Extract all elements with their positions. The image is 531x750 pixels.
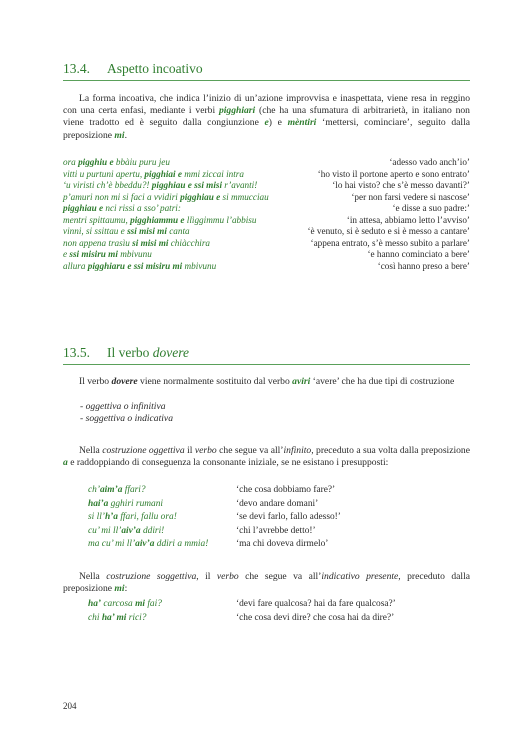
text-run: il <box>184 445 195 456</box>
text-run: . <box>124 129 127 141</box>
example-text: ‘u viristi ch’è bbeddu?! <box>63 180 152 190</box>
example-text: allura <box>63 260 88 271</box>
example-dialect <box>63 238 210 250</box>
page-number: 204 <box>63 701 77 711</box>
example-text: chi <box>88 612 102 623</box>
example-dialect <box>63 180 257 192</box>
example-row <box>63 169 470 181</box>
term-indicativo-presente: indicativo presente <box>321 571 399 582</box>
example-dialect <box>88 498 163 512</box>
keyword-pigghiari: pigghiari <box>218 105 256 117</box>
example-text: mentri spittaumu, <box>63 214 131 225</box>
text-run: , preceduto a sua volta dalla preposizione <box>311 445 470 456</box>
example-text: ffari? <box>122 485 146 495</box>
example-keyword: pigghiu e <box>78 157 114 167</box>
example-text: rici? <box>126 612 147 623</box>
text-run: che segue va all’ <box>216 445 284 456</box>
example-translation: ‘se devi farlo, fallo adesso!’ <box>236 512 341 523</box>
example-dialect <box>63 215 256 227</box>
example-dialect <box>88 484 146 498</box>
list-item: - soggettiva o indicativa <box>80 413 173 425</box>
example-keyword: ha’ mi <box>101 612 127 623</box>
example-keyword: pigghiammu e <box>130 214 185 225</box>
example-keyword: hai’a <box>88 498 109 509</box>
term-verbo: verbo <box>216 571 239 582</box>
example-text: r’avanti! <box>222 180 258 190</box>
section-heading-il-verbo-dovere <box>63 345 470 365</box>
example-keyword: ssi misi mi <box>127 226 167 236</box>
example-translation: ‘chi l’avrebbe detto!’ <box>236 525 316 536</box>
example-row <box>63 180 470 192</box>
example-row <box>63 249 470 261</box>
example-keyword: pigghiai e <box>144 168 182 179</box>
list-item-text: soggettiva o indicativa <box>85 413 173 425</box>
example-keyword: mi <box>135 599 145 609</box>
text-run: ‘avere’ che ha due tipi di costruzione <box>310 376 455 387</box>
example-text: e <box>63 249 70 259</box>
example-text: p’amuri non mi si faci a vvidiri <box>63 191 181 202</box>
keyword-aviri: aviri <box>292 376 311 387</box>
example-keyword: pigghiau e ssi misi <box>151 180 222 190</box>
example-text: cu’ mi ll’ <box>88 525 122 536</box>
section-title-emphasis: dovere <box>152 345 189 360</box>
text-run: ‘mettersi, cominciare’, seguito dalla preposizione <box>63 117 471 141</box>
keyword-dovere: dovere <box>111 376 138 387</box>
text-run: ) e <box>268 117 288 129</box>
example-keyword: pigghiau e <box>63 203 104 213</box>
example-translation: ‘così hanno preso a bere’ <box>377 260 470 271</box>
example-dialect <box>63 261 216 273</box>
example-dialect <box>63 226 190 238</box>
example-keyword: si misi mi <box>132 237 169 248</box>
example-row <box>88 511 478 525</box>
examples-incoativo <box>63 157 470 272</box>
term-costruzione-soggettiva: costruzione soggettiva <box>106 571 197 582</box>
examples-costruzione-soggettiva <box>88 598 478 625</box>
example-dialect <box>63 157 170 169</box>
example-keyword: pigghiaru e ssi misiru mi <box>87 260 183 271</box>
keyword-mi: mi <box>114 583 125 595</box>
example-translation: ‘ho visto il portone aperto e sono entrato’ <box>317 168 470 179</box>
example-text: gghiri rumani <box>108 498 164 509</box>
example-keyword: h’a <box>104 512 118 523</box>
paragraph-costruzione-oggettiva <box>63 445 470 469</box>
example-text: nci rissi a sso’ patri: <box>103 203 181 213</box>
example-text: canta <box>166 226 190 236</box>
text-run: , preceduto dalla preposizione <box>63 571 470 595</box>
example-translation: ‘in attesa, abbiamo letto l’avviso’ <box>346 214 470 225</box>
example-row <box>63 261 470 273</box>
example-text: ddiri a mmia! <box>154 539 209 550</box>
example-text: chiàcchira <box>168 237 211 248</box>
example-text: mmi ziccai intra <box>181 168 244 179</box>
example-text: ffari, fallu ora! <box>117 512 177 523</box>
example-translation: ‘adesso vado anch’io’ <box>389 157 470 167</box>
example-translation: ‘devo andare domani’ <box>236 498 319 509</box>
example-text: vitti u purtuni apertu, <box>63 168 145 179</box>
example-dialect <box>88 612 146 626</box>
example-text: carcosa <box>101 599 136 609</box>
example-dialect <box>88 525 164 539</box>
example-translation: ‘per non farsi vedere si nascose’ <box>351 191 470 202</box>
example-translation: ‘ma chi doveva dirmelo’ <box>236 539 329 550</box>
example-keyword: aiv’a <box>121 525 141 536</box>
examples-costruzione-oggettiva <box>88 484 478 552</box>
example-dialect <box>88 511 177 525</box>
example-text: vinni, si ssittau e <box>63 226 128 236</box>
example-dialect <box>88 538 208 552</box>
example-row <box>88 498 478 512</box>
text-run: (che ha una sfumatura di arbitrarietà, in italiano non viene tradotto ed è seguito dalla congiunzione <box>63 105 470 129</box>
text-run: Nella <box>79 571 107 582</box>
example-dialect <box>63 169 244 181</box>
keyword-e: e <box>264 117 269 129</box>
example-row <box>63 226 470 238</box>
example-keyword: pigghiau e <box>180 191 221 202</box>
section-number: 13.5. <box>63 345 90 360</box>
section-title: Il verbo <box>107 345 153 360</box>
example-text: mbivunu <box>182 260 217 271</box>
text-run: Nella <box>79 445 103 456</box>
section-heading-aspetto-incoativo <box>63 61 470 81</box>
example-translation: ‘lo hai visto? che s’è messo davanti?’ <box>332 180 470 190</box>
example-text: llìggimmu l’abbisu <box>184 214 257 225</box>
example-row <box>88 538 478 552</box>
example-row <box>88 484 478 498</box>
example-text: fai? <box>144 599 162 609</box>
term-verbo: verbo <box>194 445 217 456</box>
paragraph-dovere <box>63 376 470 388</box>
example-text: si mmucciau <box>220 191 269 202</box>
example-keyword: aiv’a <box>135 539 155 550</box>
example-row <box>88 525 478 539</box>
list-item: - oggettiva o infinitiva <box>80 401 166 412</box>
example-translation: ‘è venuto, si è seduto e si è messo a cantare’ <box>307 226 470 236</box>
text-run: viene normalmente sostituito dal verbo <box>137 376 293 387</box>
example-text: mbivunu <box>117 249 152 259</box>
example-row <box>63 192 470 204</box>
paragraph-costruzione-soggettiva <box>63 571 470 595</box>
example-translation: ‘appena entrato, s’è messo subito a parlare’ <box>310 237 470 248</box>
text-run: che segue va all’ <box>238 571 322 582</box>
example-dialect <box>63 203 181 215</box>
text-run: : <box>124 583 128 595</box>
keyword-mentiri: mèntiri <box>287 117 317 129</box>
example-row <box>63 157 470 169</box>
example-row <box>88 612 478 626</box>
example-translation: ‘che cosa dobbiamo fare?’ <box>236 485 336 495</box>
text-run: e raddoppiando di conseguenza la consonante iniziale, se ne esistano i presupposti: <box>67 457 389 469</box>
term-costruzione-oggettiva: costruzione oggettiva <box>102 445 185 456</box>
example-dialect <box>63 192 269 204</box>
example-dialect <box>88 598 162 612</box>
example-row <box>63 203 470 215</box>
example-text: bbàiu puru jeu <box>113 157 170 167</box>
example-translation: ‘e hanno cominciato a bere’ <box>367 249 470 259</box>
section-title: Aspetto incoativo <box>107 61 203 76</box>
term-infinito: infinito <box>283 445 312 456</box>
paragraph-incoativo <box>63 93 470 142</box>
text-run: , il <box>196 571 217 582</box>
text-run: Il verbo <box>79 376 112 387</box>
example-text: ch’ <box>88 485 100 495</box>
example-text: non appena trasìu <box>63 237 133 248</box>
example-text: si ll’ <box>88 512 105 523</box>
keyword-mi: mi <box>114 129 125 141</box>
example-translation: ‘che cosa devi dire? che cosa hai da dire?’ <box>236 612 395 623</box>
example-dialect <box>63 249 152 261</box>
construction-list <box>80 401 173 426</box>
example-translation: ‘devi fare qualcosa? hai da fare qualcosa?’ <box>236 599 396 609</box>
example-text: ddiri! <box>140 525 165 536</box>
text-run: La forma incoativa, che indica l’inizio di un’azione improvvisa e inaspettata, viene resa in reggino con una certa enfasi, mediante i verbi <box>63 93 470 117</box>
example-text: ora <box>63 157 79 167</box>
list-item-text: oggettiva o infinitiva <box>85 401 166 412</box>
example-translation: ‘e disse a suo padre:’ <box>392 203 470 213</box>
section-number: 13.4. <box>63 61 90 76</box>
example-keyword: ssi misiru mi <box>69 249 118 259</box>
keyword-a: a <box>63 457 68 469</box>
example-row <box>88 598 478 612</box>
example-text: ma cu’ mi ll’ <box>88 539 136 550</box>
example-keyword: ha’ <box>88 599 102 609</box>
example-row <box>63 215 470 227</box>
example-keyword: aim’a <box>99 485 123 495</box>
example-row <box>63 238 470 250</box>
